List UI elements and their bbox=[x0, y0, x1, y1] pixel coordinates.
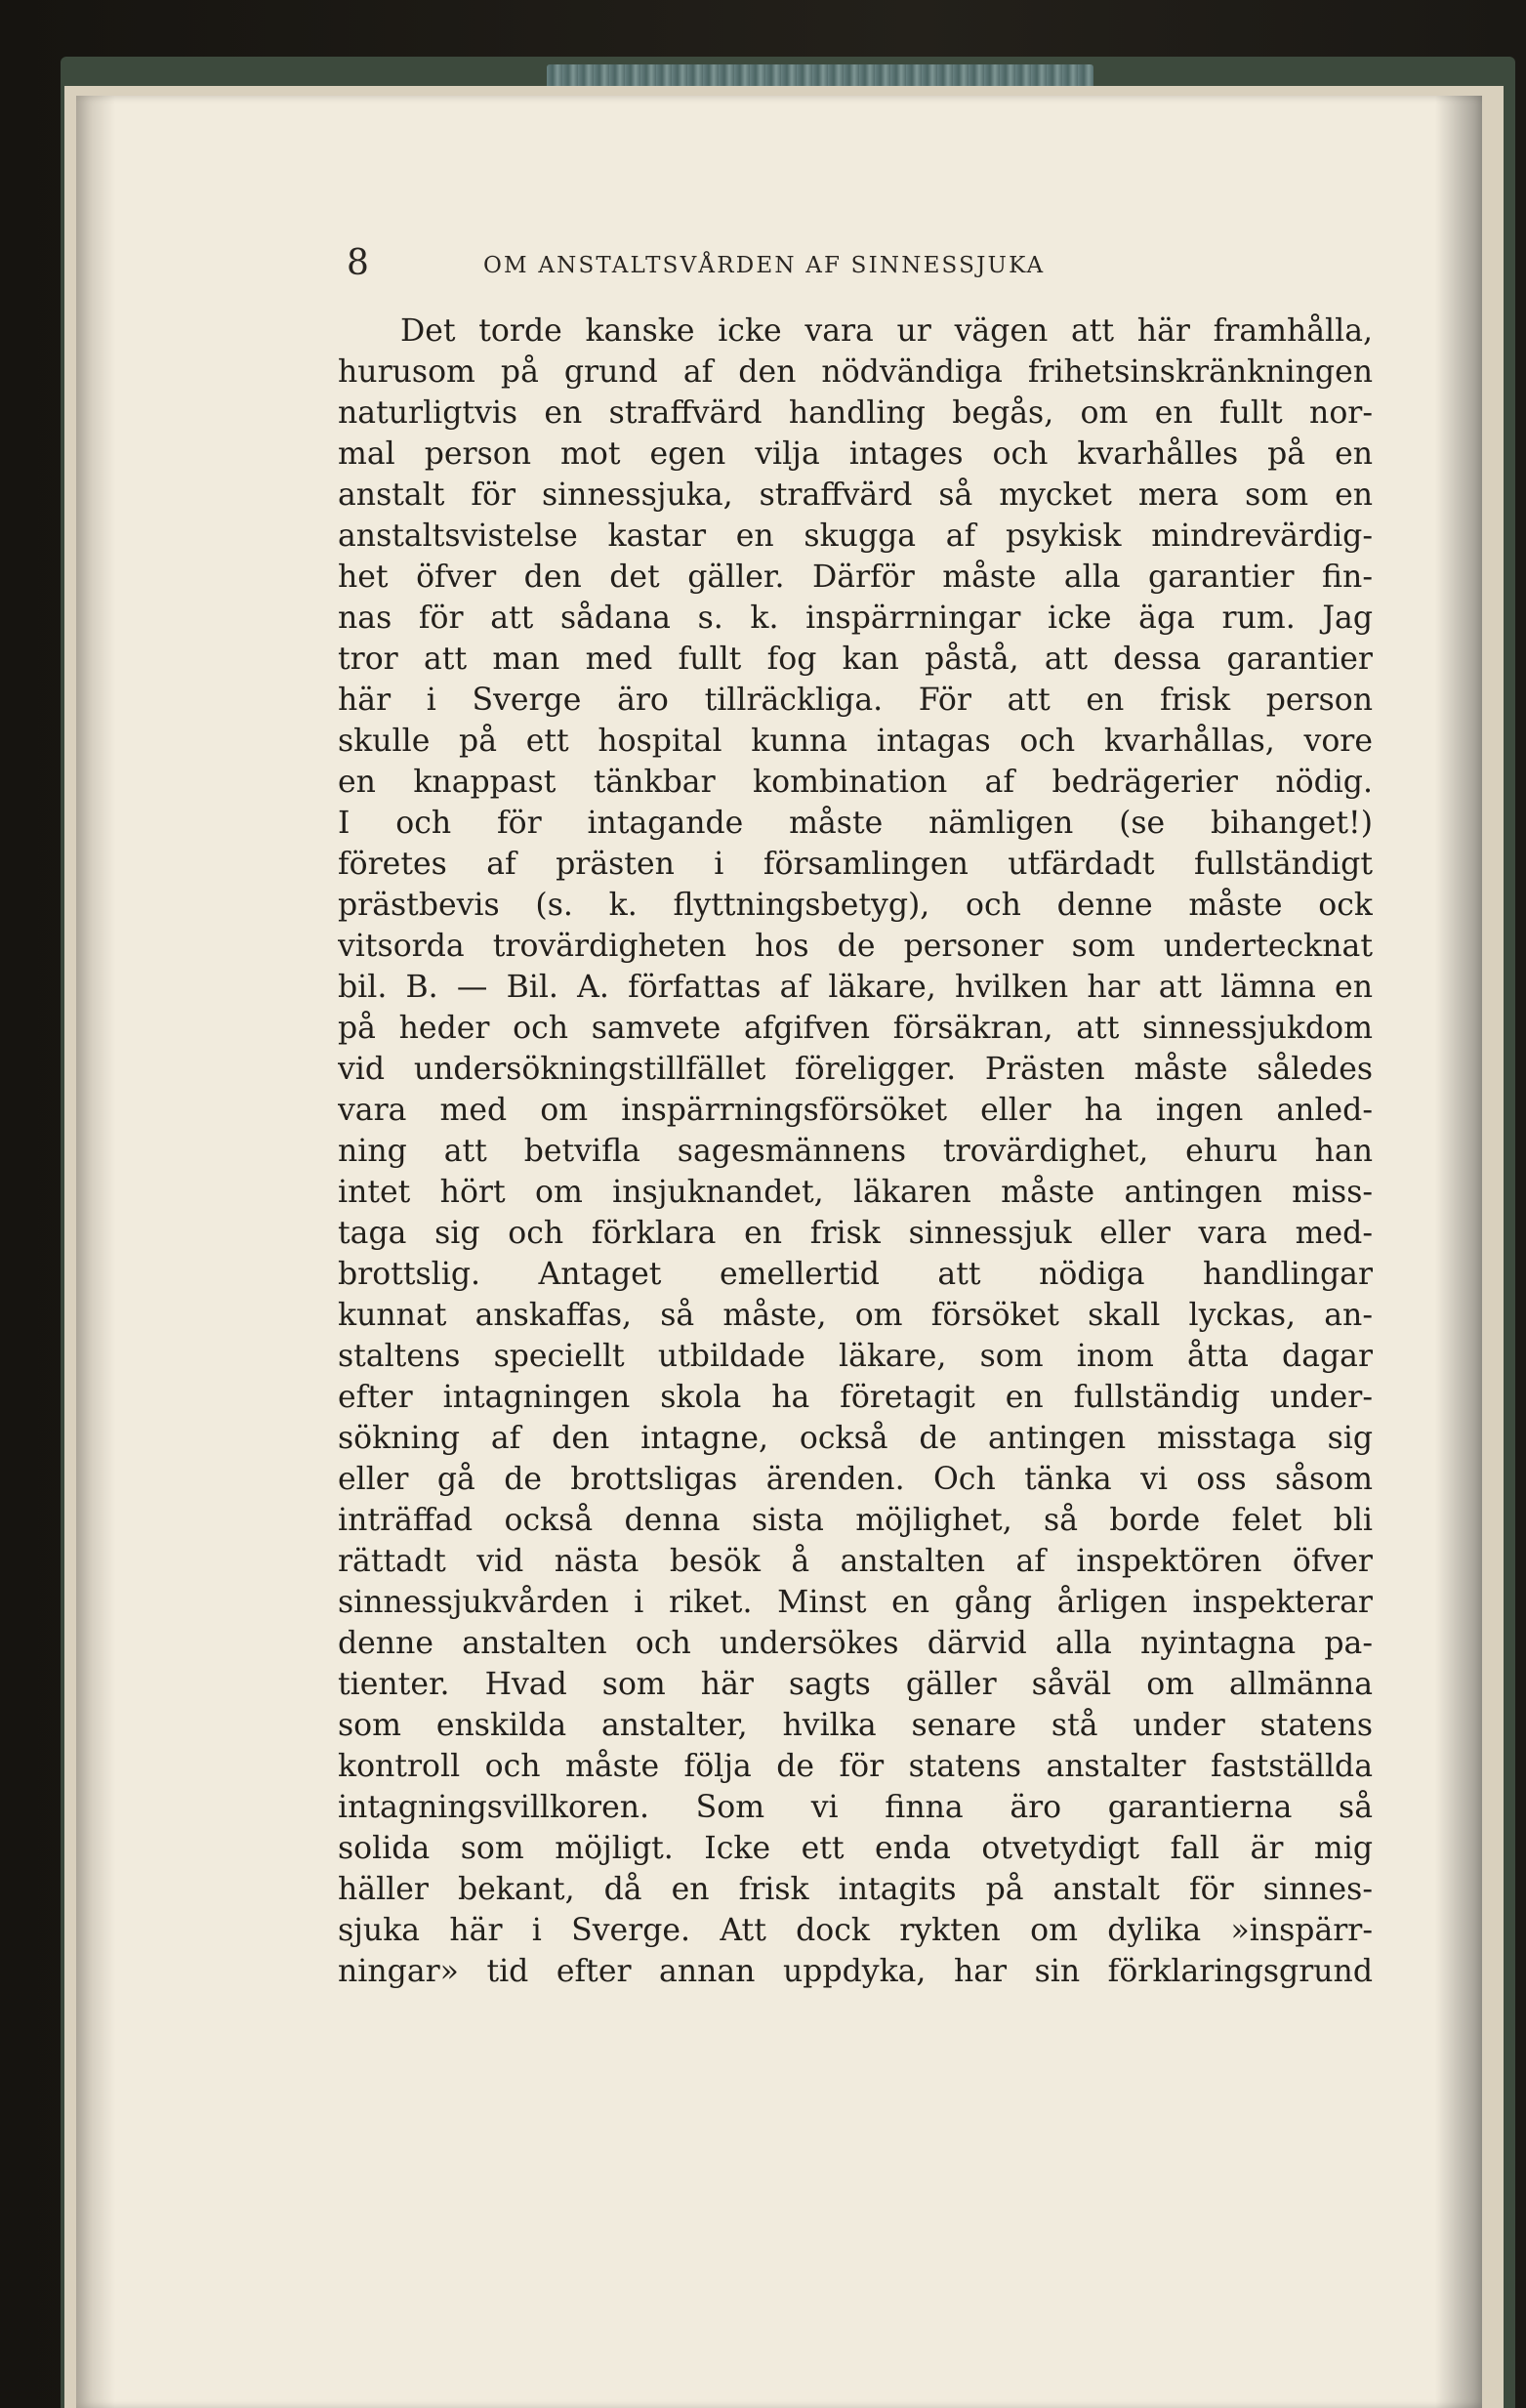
text-line: prästbevis (s. k. flyttningsbetyg), och denne måste ock bbox=[338, 888, 1373, 923]
text-line: bil. B. — Bil. A. författas af läkare, hvilken har att lämna en bbox=[338, 970, 1373, 1005]
text-line: anstaltsvistelse kastar en skugga af psykisk mindrevärdig- bbox=[338, 519, 1373, 554]
text-line: ningar» tid efter annan uppdyka, har sin förklaringsgrund bbox=[338, 1954, 1373, 1989]
text-line: ning att betvifla sagesmännens trovärdighet, ehuru han bbox=[338, 1134, 1373, 1169]
text-line: mal person mot egen vilja intages och kvarhålles på en bbox=[338, 436, 1373, 472]
text-line: sinnessjukvården i riket. Minst en gång årligen inspekterar bbox=[338, 1585, 1373, 1620]
text-line: staltens speciellt utbildade läkare, som inom åtta dagar bbox=[338, 1339, 1373, 1374]
text-line: efter intagningen skola ha företagit en fullständig under- bbox=[338, 1380, 1373, 1415]
text-line: en knappast tänkbar kombination af bedrägerier nödig. bbox=[338, 765, 1373, 800]
text-line: på heder och samvete afgifven försäkran, att sinnessjukdom bbox=[338, 1011, 1373, 1046]
text-line: sökning af den intagne, också de antingen misstaga sig bbox=[338, 1421, 1373, 1456]
text-line: rättadt vid nästa besök å anstalten af inspektören öfver bbox=[338, 1544, 1373, 1579]
text-line: eller gå de brottsligas ärenden. Och tänka vi oss såsom bbox=[338, 1462, 1373, 1497]
text-line: het öfver den det gäller. Därför måste alla garantier fin- bbox=[338, 560, 1373, 595]
text-line: hurusom på grund af den nödvändiga frihetsinskränkningen bbox=[338, 354, 1373, 390]
text-line: sjuka här i Sverge. Att dock rykten om dylika »inspärr- bbox=[338, 1913, 1373, 1948]
text-line: tror att man med fullt fog kan påstå, att dessa garantier bbox=[338, 642, 1373, 677]
gutter-shadow bbox=[76, 96, 115, 2408]
text-line: taga sig och förklara en frisk sinnessjuk eller vara med- bbox=[338, 1216, 1373, 1251]
page-header bbox=[347, 242, 1362, 285]
body-text bbox=[338, 311, 1373, 1992]
text-line: vara med om inspärrningsförsöket eller ha ingen anled- bbox=[338, 1093, 1373, 1128]
page-edge-shadow bbox=[1435, 96, 1482, 2408]
text-line: vid undersökningstillfället föreligger. Prästen måste således bbox=[338, 1052, 1373, 1087]
text-line: skulle på ett hospital kunna intagas och kvarhållas, vore bbox=[338, 724, 1373, 759]
text-line: brottslig. Antaget emellertid att nödiga handlingar bbox=[338, 1257, 1373, 1292]
text-line: solida som möjligt. Icke ett enda otvetydigt fall är mig bbox=[338, 1831, 1373, 1866]
text-line: häller bekant, då en frisk intagits på anstalt för sinnes- bbox=[338, 1872, 1373, 1907]
text-line: här i Sverge äro tillräckliga. För att en frisk person bbox=[338, 683, 1373, 718]
text-line: Det torde kanske icke vara ur vägen att här framhålla, bbox=[400, 313, 1373, 349]
page-number: 8 bbox=[347, 243, 369, 283]
text-line: kontroll och måste följa de för statens anstalter fastställda bbox=[338, 1749, 1373, 1784]
text-line: denne anstalten och undersökes därvid alla nyintagna pa- bbox=[338, 1626, 1373, 1661]
text-line: inträffad också denna sista möjlighet, så borde felet bli bbox=[338, 1503, 1373, 1538]
text-line: kunnat anskaffas, så måste, om försöket skall lyckas, an- bbox=[338, 1298, 1373, 1333]
text-line: tienter. Hvad som här sagts gäller såväl om allmänna bbox=[338, 1667, 1373, 1702]
text-line: företes af prästen i församlingen utfärdadt fullständigt bbox=[338, 847, 1373, 882]
text-line: intagningsvillkoren. Som vi finna äro garantierna så bbox=[338, 1790, 1373, 1825]
text-line: naturligtvis en straffvärd handling begås, om en fullt nor- bbox=[338, 395, 1373, 431]
text-line: anstalt för sinnessjuka, straffvärd så mycket mera som en bbox=[338, 477, 1373, 513]
running-head: OM ANSTALTSVÅRDEN AF SINNESSJUKA bbox=[483, 253, 1046, 278]
text-line: som enskilda anstalter, hvilka senare stå under statens bbox=[338, 1708, 1373, 1743]
text-line: nas för att sådana s. k. inspärrningar icke äga rum. Jag bbox=[338, 601, 1373, 636]
text-line: I och för intagande måste nämligen (se bihanget!) bbox=[338, 806, 1373, 841]
text-line: vitsorda trovärdigheten hos de personer som undertecknat bbox=[338, 929, 1373, 964]
text-line: intet hört om insjuknandet, läkaren måste antingen miss- bbox=[338, 1175, 1373, 1210]
